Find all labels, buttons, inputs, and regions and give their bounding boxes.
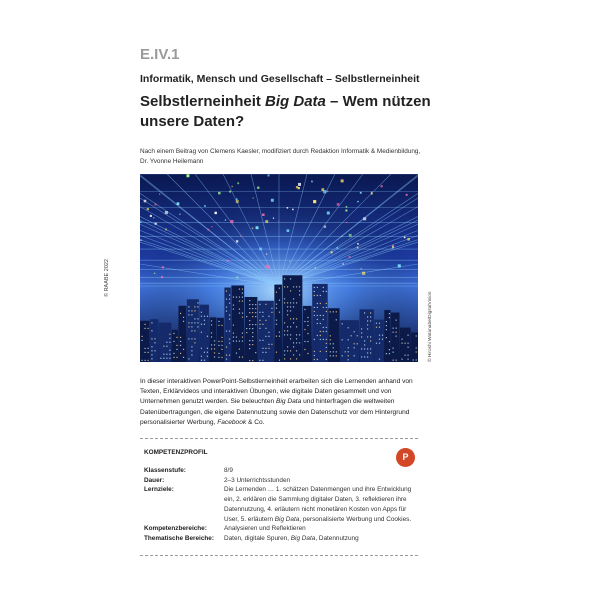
- powerpoint-icon: P: [396, 448, 415, 467]
- intro-emphasis: Big Data: [276, 398, 302, 406]
- photo-credit: © Hiroshi Watanabe/DigitalVision: [428, 291, 433, 362]
- value-part: , personalisierte Werbung und Cookies.: [299, 515, 412, 523]
- copyright-note: © RAABE 2022: [104, 259, 110, 297]
- intro-emphasis: Facebook: [217, 418, 247, 426]
- intro-part: & Co.: [246, 418, 265, 426]
- value-part: Die Lernenden … 1. schätzen Datenmengen und ihre Entwicklung ein, 2. erklären die Sammlung digitaler Daten, 3. reflektieren ihre Datennutzung, 4. erläutern nicht monetären Kosten von Apps für User, 5. erläutern: [224, 486, 412, 523]
- author-byline: Nach einem Beitrag von Clemens Kaesler, modifiziert durch Redaktion Informatik & Medienbildung, Dr. Yvonne Heilemann: [140, 148, 421, 165]
- title-part: Selbstlerneinheit: [140, 93, 266, 110]
- profile-value: [224, 534, 418, 544]
- profile-label: Thematische Bereiche:: [144, 534, 214, 542]
- profile-row-dauer: [144, 476, 418, 486]
- value-part: Daten, digitale Spuren,: [224, 534, 291, 542]
- intro-part: und hinterfragen die weltweiten Datenübertragungen, die eigene Datennutzung sowie den Datenschutz vor dem Hintergrund personalisierter Werbung,: [140, 398, 410, 426]
- kompetenzprofil-heading: KOMPETENZPROFIL: [144, 449, 208, 456]
- profile-label: Klassenstufe:: [144, 467, 186, 474]
- profile-label: Dauer:: [144, 476, 165, 484]
- profile-row-kompetenzbereiche: [144, 524, 418, 534]
- value-emphasis: Big Data: [290, 534, 316, 542]
- profile-label: Kompetenzbereiche:: [144, 525, 207, 533]
- divider-bottom: [140, 555, 418, 556]
- city-data-image: [140, 174, 418, 362]
- value-emphasis: Big Data: [274, 515, 300, 523]
- profile-row-thematische-bereiche: [144, 534, 418, 544]
- profile-value: 8/9: [224, 467, 233, 474]
- intro-paragraph: [140, 377, 420, 428]
- page-title: [140, 92, 440, 132]
- divider-top: [140, 438, 418, 439]
- kompetenzprofil-table: [144, 466, 418, 544]
- intro-part: In dieser interaktiven PowerPoint-Selbstlerneinheit erarbeiten sich die Lernenden anhand von Texten, Erklärvideos und interaktiven Übungen, wie digitale Daten gesammelt und von Unternehmen genutzt werden. Sie beleuchten: [140, 378, 413, 406]
- title-part: – Wem nützen unsere Daten?: [140, 93, 431, 130]
- profile-value: [224, 485, 418, 524]
- title-emphasis: Big Data: [265, 93, 326, 110]
- profile-row-lernziele: [144, 485, 418, 524]
- profile-value: Analysieren und Reflektieren: [224, 525, 306, 533]
- subject-line: Informatik, Mensch und Gesellschaft – Selbstlerneinheit: [140, 73, 420, 85]
- profile-row-klassenstufe: [144, 466, 418, 476]
- city-data-illustration: [140, 174, 418, 362]
- value-part: , Datennutzung: [315, 534, 359, 542]
- profile-label: Lernziele:: [144, 486, 174, 494]
- unit-code: E.IV.1: [140, 46, 180, 63]
- profile-value: 2–3 Unterrichtsstunden: [224, 476, 291, 484]
